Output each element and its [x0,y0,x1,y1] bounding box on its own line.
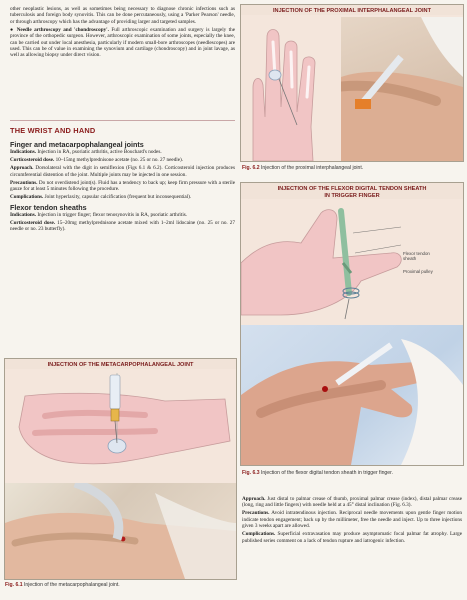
mcp-approach-lead: Approach. [10,165,34,172]
section-rule [10,120,235,121]
figure-6-2-number: Fig. 6.2 [242,165,260,171]
figure-6-3-caption-text: Injection of the flexor digital tendon sheath in trigger finger. [259,470,393,476]
figure-6-3-title [241,183,463,199]
figure-6-2-title: INJECTION OF THE PROXIMAL INTERPHALANGEAL JOINT [241,5,463,15]
fts-approach-lead: Approach. [242,496,266,502]
mcp-photo-svg [5,483,236,579]
flexor-sheath-diagram [241,203,463,321]
figure-6-3-number: Fig. 6.3 [242,470,260,476]
intro-paragraph: other neoplastic lesions, as well as sometimes being necessary to diagnose chronic infections such as tuberculosis and foreign body synovitis. This can be done percutaneously, using a 'Parker Pearson' needle, or through arthroscopy which has the advantage of providing larger and targeted samples. [10,6,235,25]
figure-6-2-caption-text: Injection of the proximal interphalangeal joint. [259,165,364,171]
mcp-precautions: Do not overdistend joint(s). Fluid has a tendency to back up; keep firm pressure with a sterile gauze for at least 5 minutes following the procedure. [10,179,235,193]
pip-photo-svg [341,17,463,161]
left-intro-text [10,6,235,60]
right-bottom-text [242,496,462,546]
mcp-section [10,140,235,234]
figure-6-1 [4,358,237,580]
arthroscopy-bullet [10,27,235,59]
label-proximal-pulley: Proximal pulley [403,269,433,274]
figure-6-3-title-line2: IN TRIGGER FINGER [324,192,380,199]
figure-6-3-caption [242,470,462,476]
figure-6-1-caption [5,582,233,588]
arthroscopy-text: Full arthroscopic examination and surgery is largely the province of the orthopedic surgeon. However, arthroscopic examination of some joints, especially the knee, can be carried out under local anesthesia, particularly if modern small-bore arthroscopes (needlescopes) are used. This can be of value in examining the synovium and cartilage (chondroscopy) and in joint lavage, as well as allowing biopsy under direct vision. [10,26,236,59]
fts-dose: 15–20mg methylprednisone acetate mixed with 1–2ml lidocaine (no. 25 or no. 27 needle or no. 23 butterfly). [10,220,235,233]
mcp-photo [5,483,236,579]
fts-indications: Injection in trigger finger; flexor tenosynovitis in RA, psoriatic arthritis. [36,212,188,219]
figure-6-1-title: INJECTION OF THE METACARPOPHALANGEAL JOINT [5,359,236,369]
mcp-approach: Dorsolateral with the digit in semiflexion (Figs 6.1 & 6.2). Corticosteroid injection produces circumferential distention of the joint. Multiple joints may be injected in one session. [10,165,235,178]
label-flexor-sheath: Flexor tendon sheath [403,251,430,261]
fts-complications-lead: Complications. [242,531,276,538]
section-title: THE WRIST AND HAND [10,126,96,135]
bullet-icon: ● [10,26,17,33]
fts-dose-lead: Corticosteroid dose. [10,220,56,227]
fts-precautions-lead: Precautions. [242,510,270,517]
fts-precautions: Avoid intratendinous injection. Reciprocal needle movements upon gentle finger motion indicate tendon engagement; back up by the millimeter, free the needle and inject. Up to three injections given 3 weeks apart are allowed. [242,510,462,530]
mcp-indications: Injection in RA, psoriatic arthritis, active Bouchard's nodes. [36,149,162,156]
trigger-finger-photo-svg [241,325,463,465]
figure-6-1-caption-text: Injection of the metacarpophalangeal joint. [22,582,120,588]
figure-6-2-caption [242,165,462,171]
figure-6-3-title-line1: INJECTION OF THE FLEXOR DIGITAL TENDON SHEATH [277,186,427,192]
fts-complications: Superficial extravasation may produce asymptomatic focal palmar fat atrophy. Large published series comment on a lack of tendon rupture and iatrogenic infection. [242,531,462,544]
fts-title: Flexor tendon sheaths [10,202,87,212]
mcp-complications: Joint hyperlaxity, capsular calcification (frequent but inconsequential). [43,194,192,201]
mcp-indications-lead: Indications. [10,149,37,156]
mcp-dose: 10–15mg methylprednisone acetate (no. 25 or no. 27 needle). [54,157,184,164]
arthroscopy-lead: Needle arthroscopy and 'chondroscopy'. [16,26,109,33]
mcp-title: Finger and metacarpophalangeal joints [10,140,144,149]
pip-hand-diagram [241,17,341,161]
mcp-precautions-lead: Precautions. [10,179,38,186]
figure-6-3 [240,182,464,466]
mcp-complications-lead: Complications. [10,194,44,201]
mcp-dose-lead: Corticosteroid dose. [10,157,55,164]
fts-indications-lead: Indications. [10,212,37,219]
pip-photo [341,17,463,161]
fts-approach: Just distal to palmar crease of thumb, proximal palmar crease (index), distal palmar crease (long, ring and little fingers) with needle held at a 45° distal inclination (Fig. 6.3). [242,496,462,509]
mcp-hand-diagram [5,371,236,481]
trigger-finger-photo [241,325,463,465]
figure-6-1-number: Fig. 6.1 [5,582,23,588]
figure-6-2 [240,4,464,162]
